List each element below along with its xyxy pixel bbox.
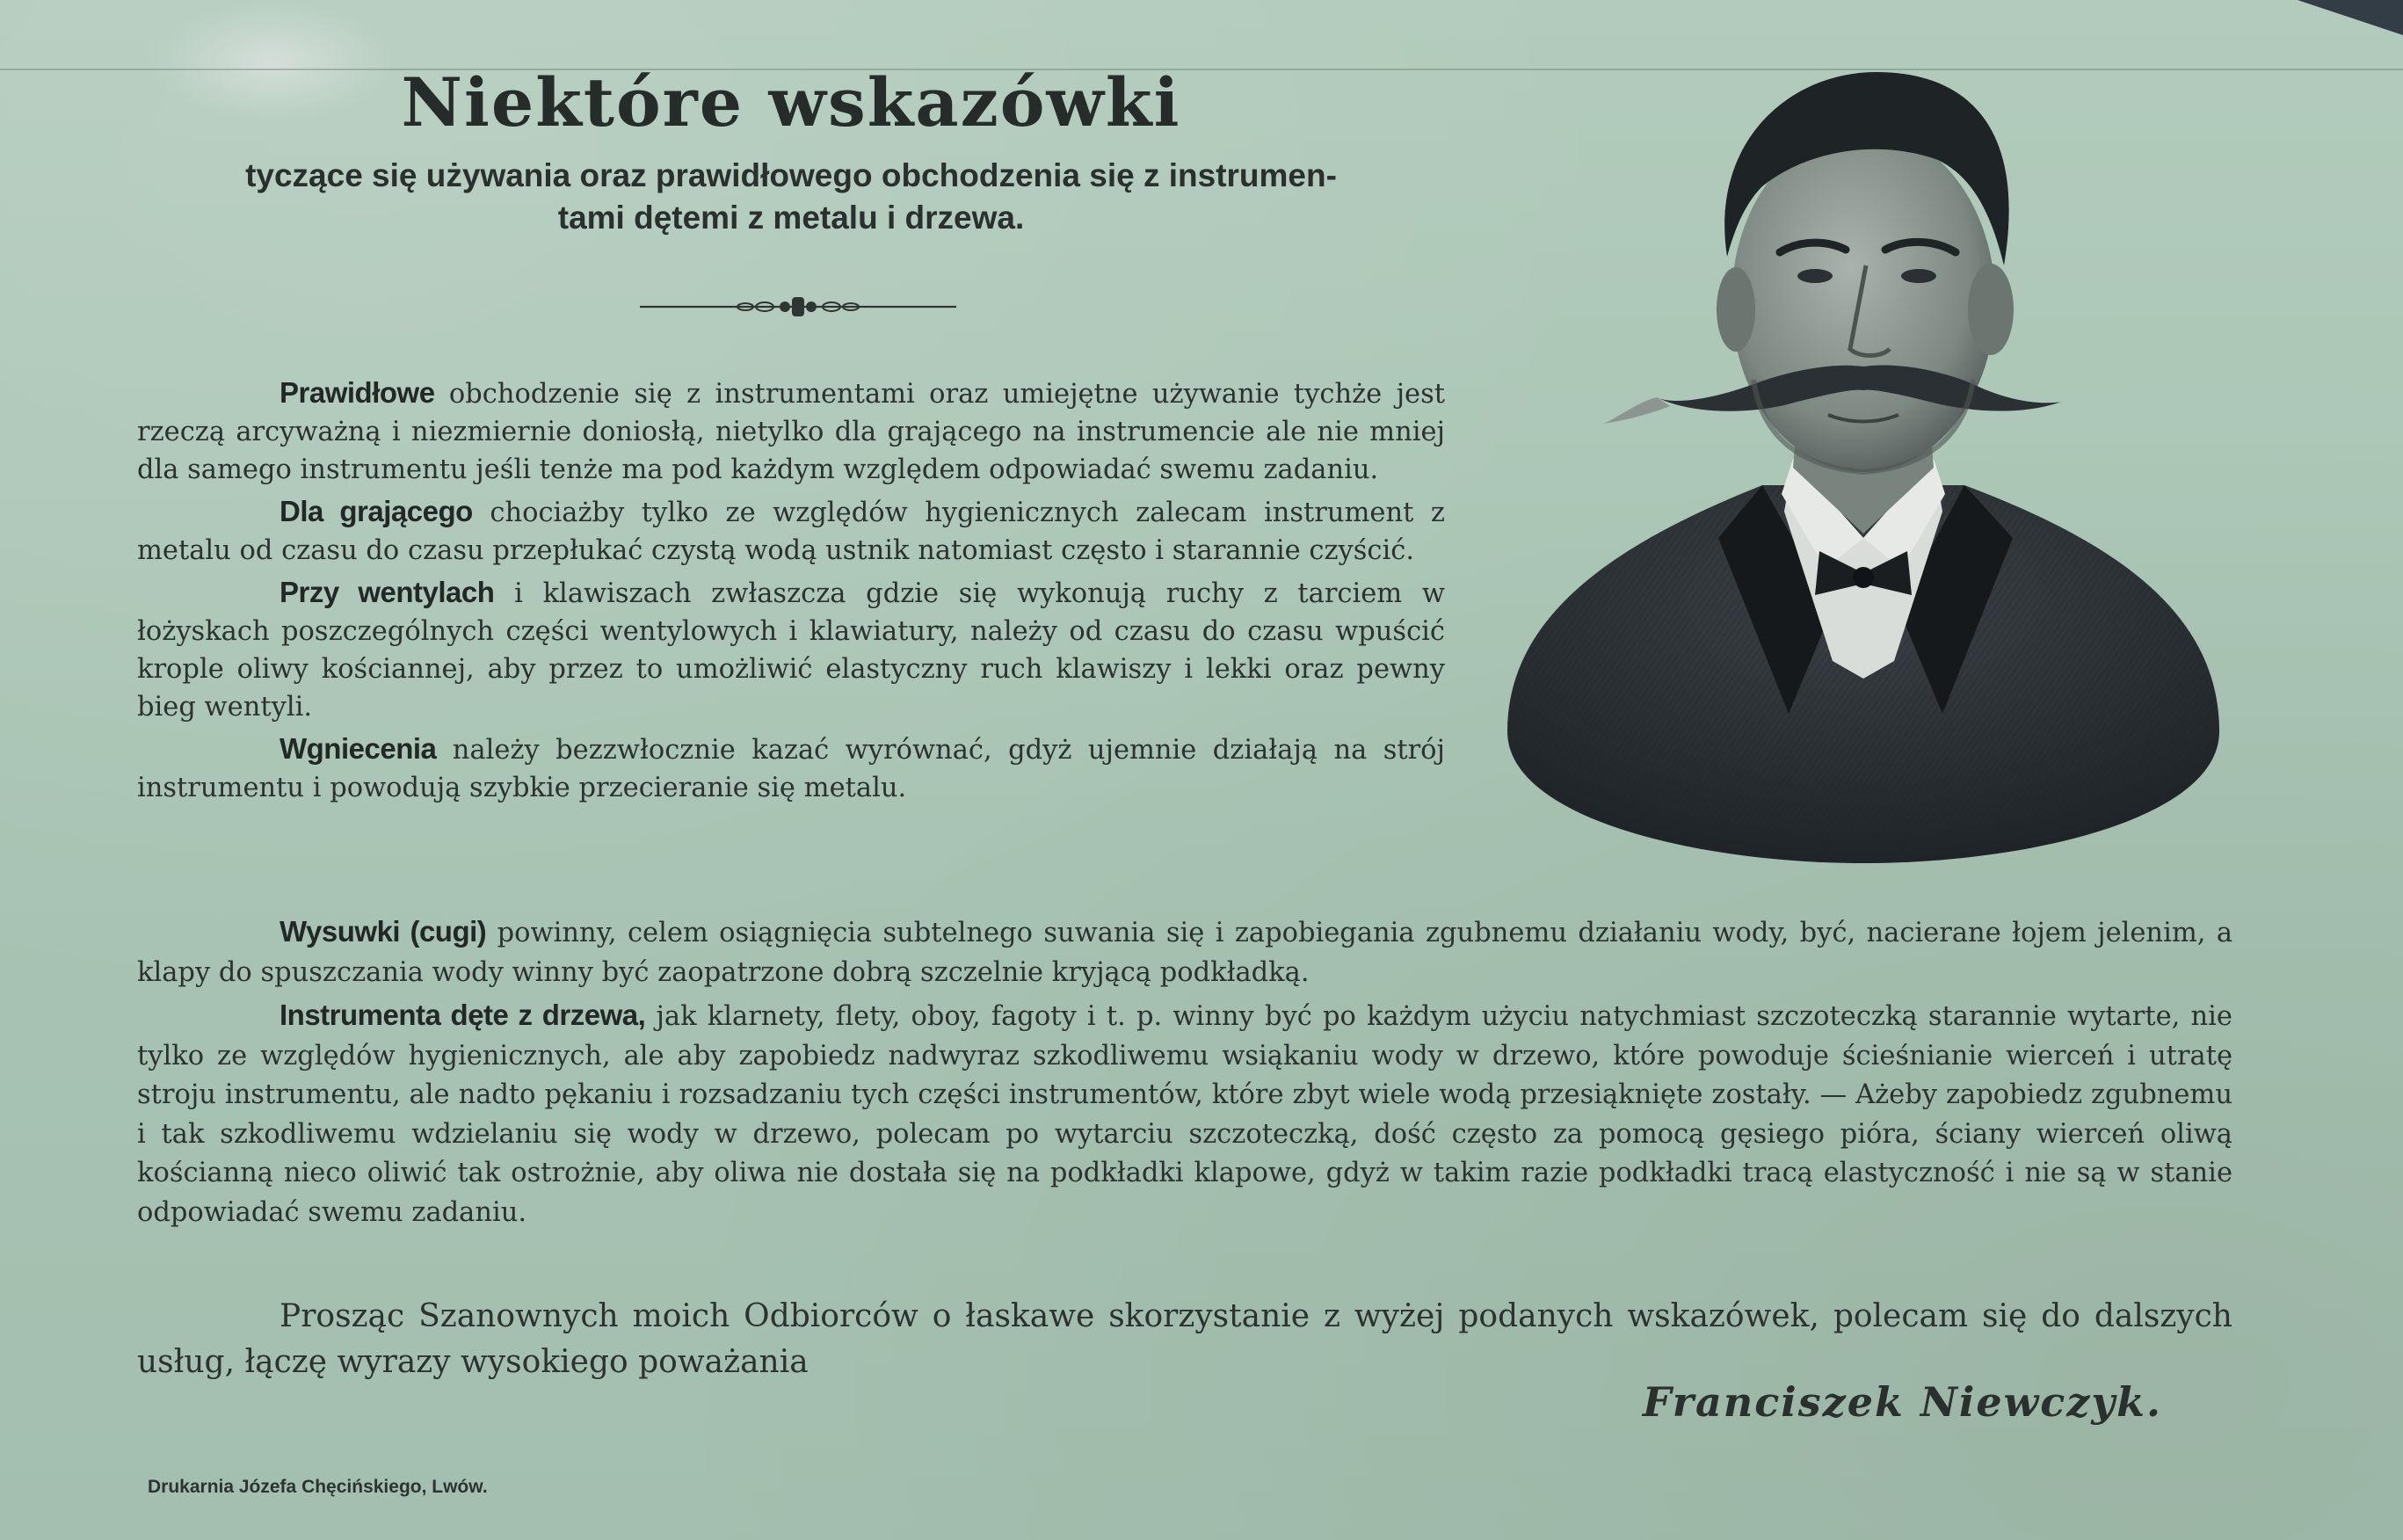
paragraph-lead: Wysuwki (cugi) xyxy=(280,915,487,948)
paragraph-body: obchodzenie się z instrumentami oraz umiejętne używanie tychże jest rzeczą arcyważną i niezmiernie doniosłą, nietylko dla grającego na instrumencie ale nie mniej dla samego instrumentu jeśli tenże ma pod każdym względem odpowiadać swemu zadaniu. xyxy=(137,379,1445,485)
paragraph-body: powinny, celem osiągnięcia subtelnego suwania się i zapobiegania zgubnemu działaniu wody, być, nacierane łojem jelenim, a klapy do spuszczania wody winny być zaopatrzone dobrą szczelnie kryjącą podkładką. xyxy=(137,918,2233,988)
document-subtitle xyxy=(132,155,1450,239)
flourish-divider-icon xyxy=(640,294,956,320)
subtitle-line-2: tami dętemi z metalu i drzewa. xyxy=(557,200,1025,236)
paragraph-instrumenta-drewniane xyxy=(137,996,2232,1232)
subtitle-line-1: tyczące się używania oraz prawidłowego obchodzenia się z instrumen- xyxy=(245,157,1337,193)
portrait-engraving xyxy=(1499,46,2228,868)
printer-imprint: Drukarnia Józefa Chęcińskiego, Lwów. xyxy=(148,1477,488,1497)
paragraph-wysuwki xyxy=(137,912,2232,992)
paragraph-wgniecenia xyxy=(137,730,1445,807)
paragraph-lead: Prawidłowe xyxy=(280,376,435,409)
paragraph-body: jak klarnety, flety, oboy, fagoty i t. p. winny być po każdym użyciu natychmiast szczoteczką starannie wytarte, nie tylko ze względów hygienicznych, ale aby zapobiedz nadwyraz szkodliwemu wsiąkaniu wody w drzewo, które powoduje ścieśnianie wierceń i utratę stroju instrumentu, ale nadto pękaniu i rozsadzaniu tych części instrumentów, które zbyt wiele wodą przesiąknięte zostały. — Ażeby zapobiedz zgubnemu i tak szkodliwemu wdzielaniu się wody w drzewo, polecam po wytarciu szczoteczką, dość często za pomocą gęsiego pióra, ściany wierceń oliwą kościanną nieco oliwić tak ostrożnie, aby oliwa nie dostała się na podkładki klapowe, gdyż w takim razie podkładki tracą elastyczność i nie są w stanie odpowiadać swemu zadaniu. xyxy=(137,1001,2232,1228)
paragraph-lead: Przy wentylach xyxy=(280,576,495,608)
paragraph-prawidlowe xyxy=(137,374,1445,489)
paragraph-dla-grajacego xyxy=(137,492,1445,570)
paragraph-body: i klawiszach zwłaszcza gdzie się wykonują ruchy z tarciem w łożyskach poszczególnych części wentylowych i klawiatury, należy od czasu do czasu wpuścić krople oliwy kościannej, aby przez to umożliwić elastyczny ruch klawiszy i lekki oraz pewny bieg wentyli. xyxy=(137,578,1446,723)
torn-corner xyxy=(2298,0,2403,35)
paragraph-body: należy bezzwłocznie kazać wyrównać, gdyż ujemnie działają na strój instrumentu i powodują szybkie przecieranie się metalu. xyxy=(137,735,1445,803)
document-title: Niektóre wskazówki xyxy=(401,63,1181,142)
full-width-text xyxy=(137,912,2232,1236)
closing-paragraph: Prosząc Szanownych moich Odbiorców o łaskawe skorzystanie z wyżej podanych wskazówek, polecam się do dalszych usług, łączę wyrazy wysokiego poważania xyxy=(137,1298,2232,1380)
paragraph-lead: Instrumenta dęte z drzewa, xyxy=(280,999,646,1031)
signature: Franciszek Niewczyk. xyxy=(1642,1378,2162,1426)
paragraph-przy-wentylach xyxy=(137,573,1445,726)
paragraph-lead: Wgniecenia xyxy=(280,732,437,765)
column-text xyxy=(137,374,1445,810)
paragraph-lead: Dla grającego xyxy=(280,495,473,527)
paragraph-body: chociażby tylko ze względów hygienicznych zalecam instrument z metalu od czasu do czasu przepłukać czystą wodą ustnik natomiast często i starannie czyścić. xyxy=(137,498,1446,566)
